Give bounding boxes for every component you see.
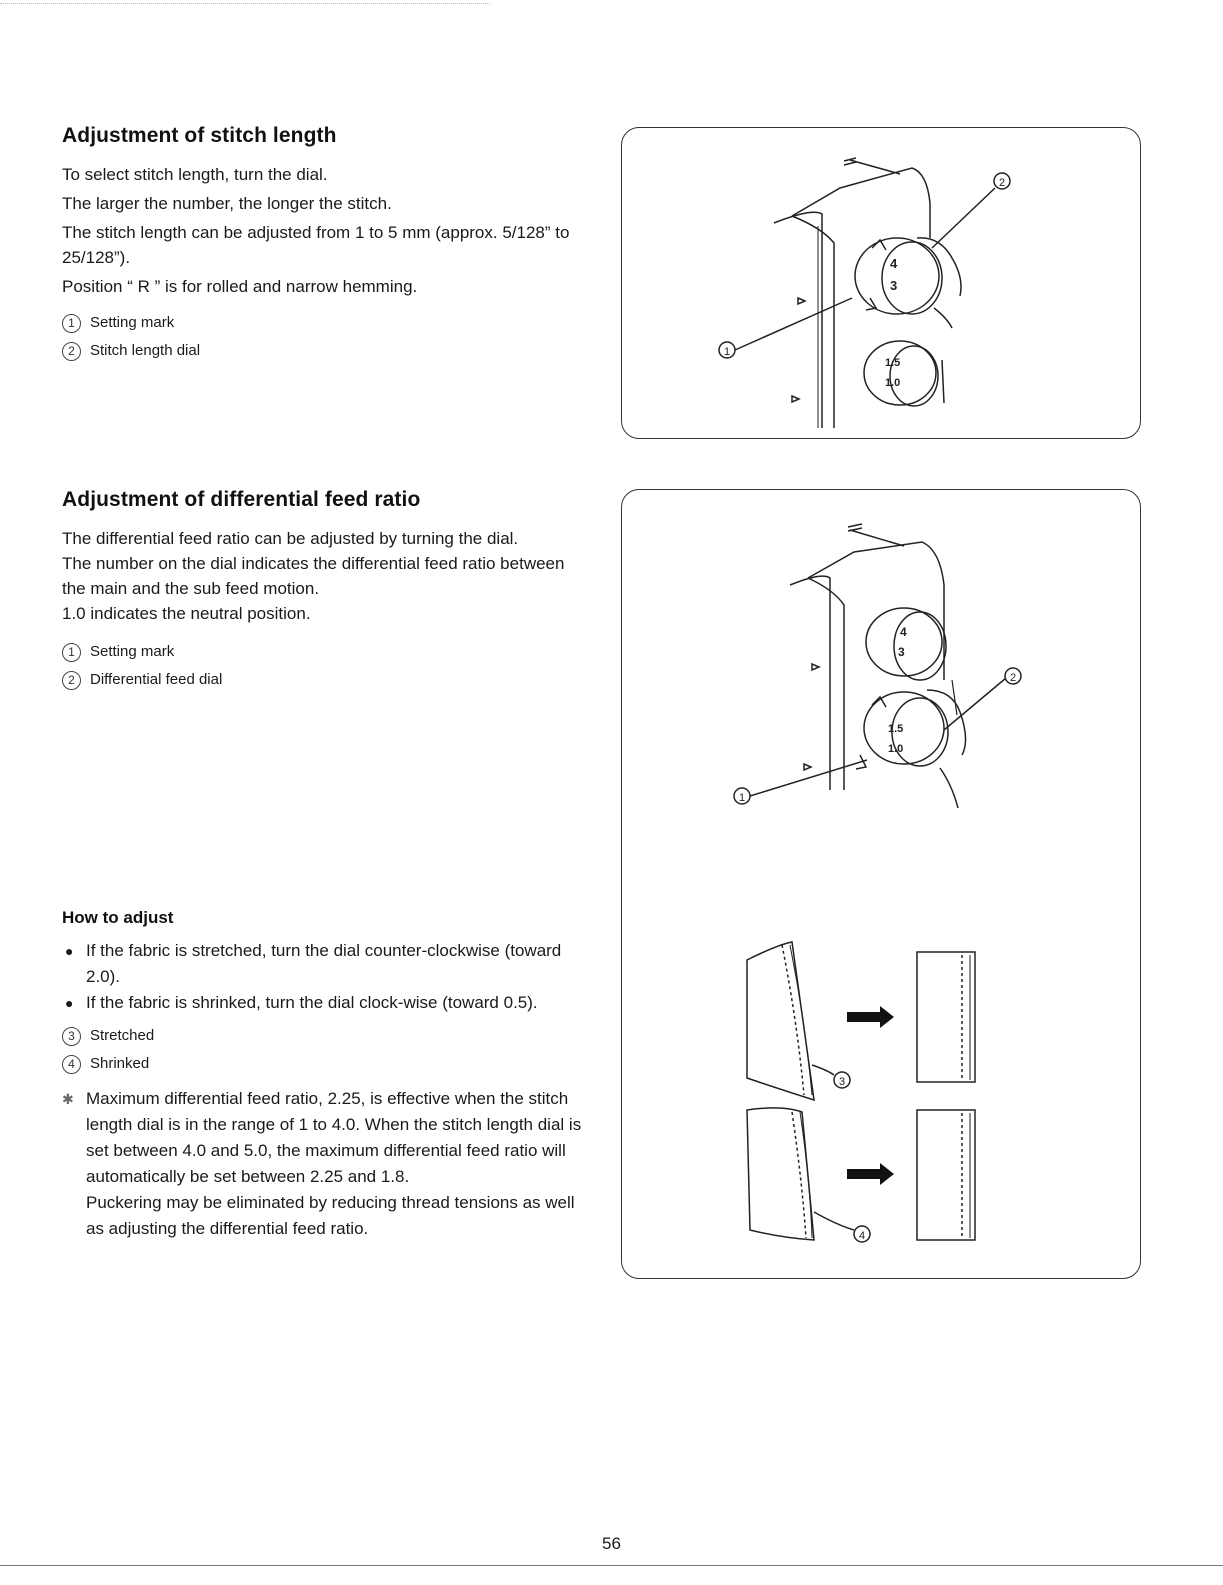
legend-item (62, 337, 587, 365)
callout-number: 4 (62, 1055, 81, 1074)
legend-item (62, 1022, 587, 1050)
paragraph: The stitch length can be adjusted from 1 to 5 mm (approx. 5/128” to 25/128”). (62, 223, 570, 267)
legend-label: Stitch length dial (90, 342, 201, 359)
note (62, 1086, 596, 1242)
section-how-to-adjust (62, 908, 587, 1242)
paragraph: Position “ R ” is for rolled and narrow hemming. (62, 277, 418, 296)
callout-2: 2 (1009, 672, 1017, 684)
paragraph: The number on the dial indicates the differential feed ratio between the main and the sub feed motion. (62, 554, 565, 598)
bullet-dot-icon: ● (65, 943, 74, 959)
scan-top-rule (0, 3, 490, 4)
note-text: Maximum differential feed ratio, 2.25, is effective when the stitch length dial is in the range of 1 to 4.0. When the stitch length dial is set between 4.0 and 5.0, the maximum differential feed ratio will automatically be set between 2.25 and 1.8. (86, 1089, 582, 1186)
page-number: 56 (602, 1534, 621, 1553)
asterisk-icon: ✱ (62, 1091, 74, 1107)
legend-item (62, 309, 587, 337)
callout-3: 3 (838, 1076, 846, 1088)
dial-number: 4 (900, 625, 907, 639)
callout-number: 1 (62, 314, 81, 333)
legend-item (62, 666, 587, 694)
paragraph: To select stitch length, turn the dial. (62, 165, 328, 184)
callout-4: 4 (858, 1230, 866, 1242)
callout-number: 2 (62, 342, 81, 361)
section-title-stitch-length: Adjustment of stitch length (62, 124, 337, 147)
callout-2: 2 (998, 177, 1006, 189)
legend-label: Stretched (90, 1027, 155, 1044)
legend-label: Shrinked (90, 1055, 150, 1072)
dial-number: 4 (890, 256, 898, 271)
legend-label: Setting mark (90, 314, 175, 331)
section-stitch-length (62, 124, 587, 365)
bullet-item: ● If the fabric is shrinked, turn the dial clock-wise (toward 0.5). (62, 990, 577, 1016)
note-text-2: Puckering may be eliminated by reducing thread tensions as well as adjusting the differential feed ratio. (86, 1193, 575, 1238)
subsection-title-how-to-adjust: How to adjust (62, 908, 174, 927)
bullet-dot-icon: ● (65, 995, 74, 1011)
arrow-right-icon (847, 1163, 894, 1185)
paragraph: The larger the number, the longer the stitch. (62, 194, 392, 213)
callout-1: 1 (723, 346, 731, 358)
scan-bottom-rule (0, 1565, 1223, 1566)
section-differential-feed (62, 488, 587, 694)
paragraph: The differential feed ratio can be adjusted by turning the dial. (62, 529, 519, 548)
callout-1: 1 (738, 792, 746, 804)
sewing-machine-dial-illustration (622, 128, 1140, 438)
dial-number: 3 (898, 645, 905, 659)
legend-item (62, 638, 587, 666)
callout-number: 1 (62, 643, 81, 662)
callout-number: 3 (62, 1027, 81, 1046)
dial-number: 1.0 (888, 743, 904, 755)
callout-number: 2 (62, 671, 81, 690)
differential-feed-illustration (622, 490, 1140, 1278)
dial-number: 1.0 (885, 377, 901, 389)
dial-number: 3 (890, 278, 898, 293)
figure-differential-feed-dial (621, 489, 1141, 1279)
legend-label: Differential feed dial (90, 671, 223, 688)
legend-item (62, 1050, 587, 1078)
legend-label: Setting mark (90, 643, 175, 660)
section-title-differential-feed: Adjustment of differential feed ratio (62, 488, 421, 511)
paragraph: 1.0 indicates the neutral position. (62, 604, 311, 623)
bullet-item: ● If the fabric is stretched, turn the dial counter-clockwise (toward 2.0). (62, 938, 577, 990)
dial-number: 1.5 (885, 357, 901, 369)
arrow-right-icon (847, 1006, 894, 1028)
dial-number: 1.5 (888, 723, 904, 735)
figure-stitch-length-dial (621, 127, 1141, 439)
bullet-list (62, 938, 577, 1016)
